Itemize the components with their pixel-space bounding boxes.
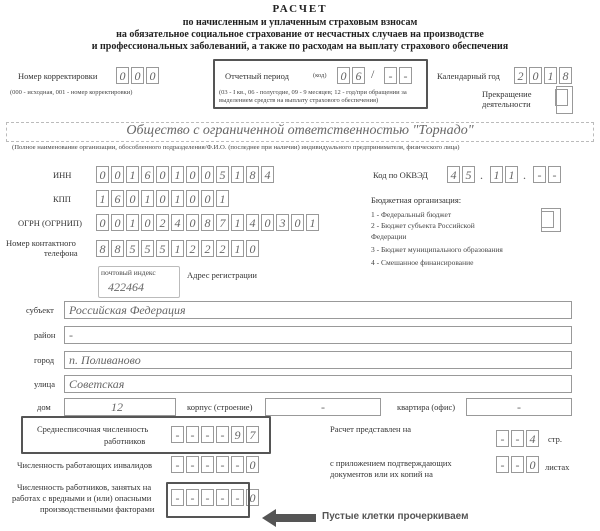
cell[interactable]: 8 [201,214,214,231]
building-field[interactable]: - [265,398,381,416]
cell[interactable]: 1 [171,166,184,183]
apartment-label: квартира (офис) [397,402,456,412]
cell[interactable]: 9 [231,426,244,443]
cell[interactable]: 1 [231,240,244,257]
cell[interactable]: - [186,426,199,443]
cell[interactable]: - [231,489,244,506]
postal-label: почтовый индекс [101,268,156,277]
cell[interactable]: 8 [559,67,572,84]
cell[interactable]: 4 [526,430,539,447]
cell[interactable]: - [201,489,214,506]
cell[interactable]: 8 [96,240,109,257]
okved-dot-1: . [480,168,483,182]
cell[interactable]: 2 [514,67,527,84]
subject-field[interactable]: Российская Федерация [64,301,572,319]
cell[interactable]: 1 [126,214,139,231]
budget-heading: Бюджетная организация: [371,195,462,205]
cell[interactable]: - [511,430,524,447]
cell[interactable]: 1 [216,190,229,207]
cell[interactable]: 0 [186,166,199,183]
attachments-label-1: с приложением подтверждающих [330,458,452,468]
cell[interactable]: - [231,456,244,473]
cell[interactable]: 2 [156,214,169,231]
cell[interactable]: 4 [246,214,259,231]
cell[interactable]: 0 [261,214,274,231]
cell[interactable]: 2 [216,240,229,257]
city-field[interactable]: п. Поливаново [64,351,572,369]
cell[interactable]: 0 [246,240,259,257]
cell[interactable]: 7 [216,214,229,231]
cell[interactable]: 1 [141,190,154,207]
cell[interactable]: 0 [246,489,259,506]
termination-box [556,86,573,114]
cell[interactable]: - [201,426,214,443]
cell[interactable]: - [548,166,561,183]
cell[interactable]: 5 [216,166,229,183]
house-label: дом [37,402,51,412]
district-label: район [34,330,56,340]
hazard-label-1: Численность работников, занятых на [17,482,152,492]
subject-label: субъект [26,305,54,315]
cell[interactable]: - [216,456,229,473]
year-cells[interactable] [514,67,574,84]
cell[interactable]: - [186,456,199,473]
cell[interactable]: 5 [462,166,475,183]
org-caption: (Полное наименование организации, обособленного подразделения/Ф.И.О. (последнее при наличии) индивидуального предпринимателя, физического лица) [12,144,460,151]
cell[interactable]: 0 [201,166,214,183]
street-label: улица [34,379,55,389]
registration-label: Адрес регистрации [187,270,257,280]
cell[interactable]: 5 [141,240,154,257]
cell[interactable]: 6 [111,190,124,207]
cell[interactable]: 3 [276,214,289,231]
city-label: город [34,355,55,365]
cell[interactable]: 1 [544,67,557,84]
cell[interactable]: 8 [111,240,124,257]
arrow-left-icon [262,508,316,528]
cell[interactable]: 1 [171,240,184,257]
cell[interactable]: - [186,489,199,506]
attachments-unit: листах [545,462,570,472]
cell[interactable]: 0 [186,214,199,231]
okved-cells-2[interactable] [490,166,520,183]
cell[interactable]: 0 [111,214,124,231]
cell[interactable]: - [201,456,214,473]
budget-item-4: 4 - Смешанное финансирование [371,258,474,267]
cell[interactable]: 1 [505,166,518,183]
period-label: Отчетный период [225,71,289,81]
headcount-label-2: работников [104,436,146,446]
submitted-label: Расчет представлен на [330,424,412,434]
correction-cells[interactable] [116,67,161,84]
budget-item-2: 2 - Бюджет субъекта Российской [371,221,475,230]
cell[interactable]: - [399,67,412,84]
budget-item-3: 3 - Бюджет муниципального образования [371,245,503,254]
headcount-cells[interactable] [171,426,261,443]
cell[interactable]: - [511,456,524,473]
hazard-label-2: работах с вредными и (или) опасными [12,493,152,503]
cell[interactable]: 0 [96,166,109,183]
postal-value[interactable]: 422464 [108,280,144,294]
correction-label: Номер корректировки [18,71,98,81]
budget-box [541,208,561,232]
cell[interactable]: 0 [529,67,542,84]
submitted-unit: стр. [548,434,562,444]
termination-label-2: деятельности [482,99,531,109]
cell[interactable]: 0 [246,456,259,473]
disabled-label: Численность работающих инвалидов [17,460,153,470]
cell[interactable]: 4 [447,166,460,183]
period-note-2: выделением средств на выплату страхового обеспечения) [219,97,379,104]
cell[interactable]: 0 [156,166,169,183]
cell[interactable]: 1 [96,190,109,207]
cell[interactable]: 0 [291,214,304,231]
cell[interactable]: 0 [111,166,124,183]
street-field[interactable]: Советская [64,375,572,393]
cell[interactable]: 1 [231,166,244,183]
cell[interactable]: 1 [126,166,139,183]
phone-label-1: Номер контактного [6,238,76,248]
cell[interactable]: 0 [96,214,109,231]
cell[interactable]: - [171,426,184,443]
okved-cells-1[interactable] [447,166,477,183]
cell[interactable]: - [216,426,229,443]
ogrn-cells[interactable] [96,214,321,231]
form-subtitle-1: по начисленным и уплаченным страховым взносам [182,17,418,28]
org-name[interactable]: Общество с ограниченной ответственностью "Торнадо" [126,123,474,138]
cell[interactable]: 0 [337,67,350,84]
period-code-label: (код) [313,72,327,79]
attachments-cells[interactable] [496,456,541,473]
form-subtitle-2: на обязательное социальное страхование от несчастных случаев на производстве [116,29,484,40]
period-cells-b[interactable] [384,67,414,84]
okved-cells-3[interactable] [533,166,563,183]
cell[interactable]: 0 [201,190,214,207]
cell[interactable]: 2 [201,240,214,257]
cell[interactable]: 0 [186,190,199,207]
form-title: РАСЧЕТ [272,3,328,15]
cell[interactable]: - [171,456,184,473]
cell[interactable]: 5 [126,240,139,257]
cell[interactable]: 0 [116,67,129,84]
okved-dot-2: . [523,168,526,182]
annotation-text: Пустые клетки прочеркиваем [322,511,469,522]
disabled-cells[interactable] [171,456,261,473]
cell[interactable]: - [496,430,509,447]
apartment-field[interactable]: - [466,398,572,416]
district-field[interactable]: - [64,326,572,344]
cell[interactable]: 6 [352,67,365,84]
form-subtitle-3: и профессиональных заболеваний, а также по расходам на выплату страхового обеспечения [91,41,509,52]
cell[interactable]: 1 [306,214,319,231]
cell[interactable]: 0 [156,190,169,207]
correction-note: (000 - исходная, 001 - номер корректировки) [10,89,133,96]
headcount-label-1: Среднесписочная численность [37,424,149,434]
cell[interactable]: - [384,67,397,84]
cell[interactable]: 2 [186,240,199,257]
phone-label-2: телефона [44,248,78,258]
year-label: Календарный год [437,71,500,81]
ogrn-label: ОГРН (ОГРНИП) [18,218,82,228]
cell[interactable]: 0 [526,456,539,473]
cell[interactable]: 1 [231,214,244,231]
okved-label: Код по ОКВЭД [373,170,428,180]
cell[interactable]: 8 [246,166,259,183]
inn-cells[interactable] [96,166,276,183]
submitted-cells[interactable] [496,430,541,447]
period-note-1: (03 - I кв., 06 - полугодие, 09 - 9 месяцев; 12 - год/при обращении за [219,89,407,96]
inn-label: ИНН [53,170,72,180]
cell[interactable]: 4 [171,214,184,231]
kpp-cells[interactable] [96,190,231,207]
cell[interactable]: 6 [141,166,154,183]
cell[interactable]: - [216,489,229,506]
cell[interactable]: 0 [126,190,139,207]
cell[interactable]: - [496,456,509,473]
cell[interactable]: 4 [261,166,274,183]
budget-item-2b: Федерации [371,232,407,241]
hazard-label-3: производственными факторами [40,504,155,514]
cell[interactable]: 0 [141,214,154,231]
kpp-label: КПП [53,194,71,204]
building-label: корпус (строение) [187,402,253,412]
cell[interactable]: 7 [246,426,259,443]
house-field[interactable]: 12 [64,398,176,416]
cell[interactable]: 1 [490,166,503,183]
cell[interactable]: - [533,166,546,183]
cell[interactable]: 0 [131,67,144,84]
cell[interactable]: 5 [156,240,169,257]
hazard-highlight [166,482,250,518]
cell[interactable]: 0 [146,67,159,84]
cell[interactable]: 1 [171,190,184,207]
termination-label-1: Прекращение [482,89,532,99]
budget-item-1: 1 - Федеральный бюджет [371,210,452,219]
attachments-label-2: документов или их копий на [330,469,433,479]
period-separator: / [371,67,375,81]
phone-cells[interactable] [96,240,261,257]
period-cells-a[interactable] [337,67,367,84]
cell[interactable]: - [171,489,184,506]
